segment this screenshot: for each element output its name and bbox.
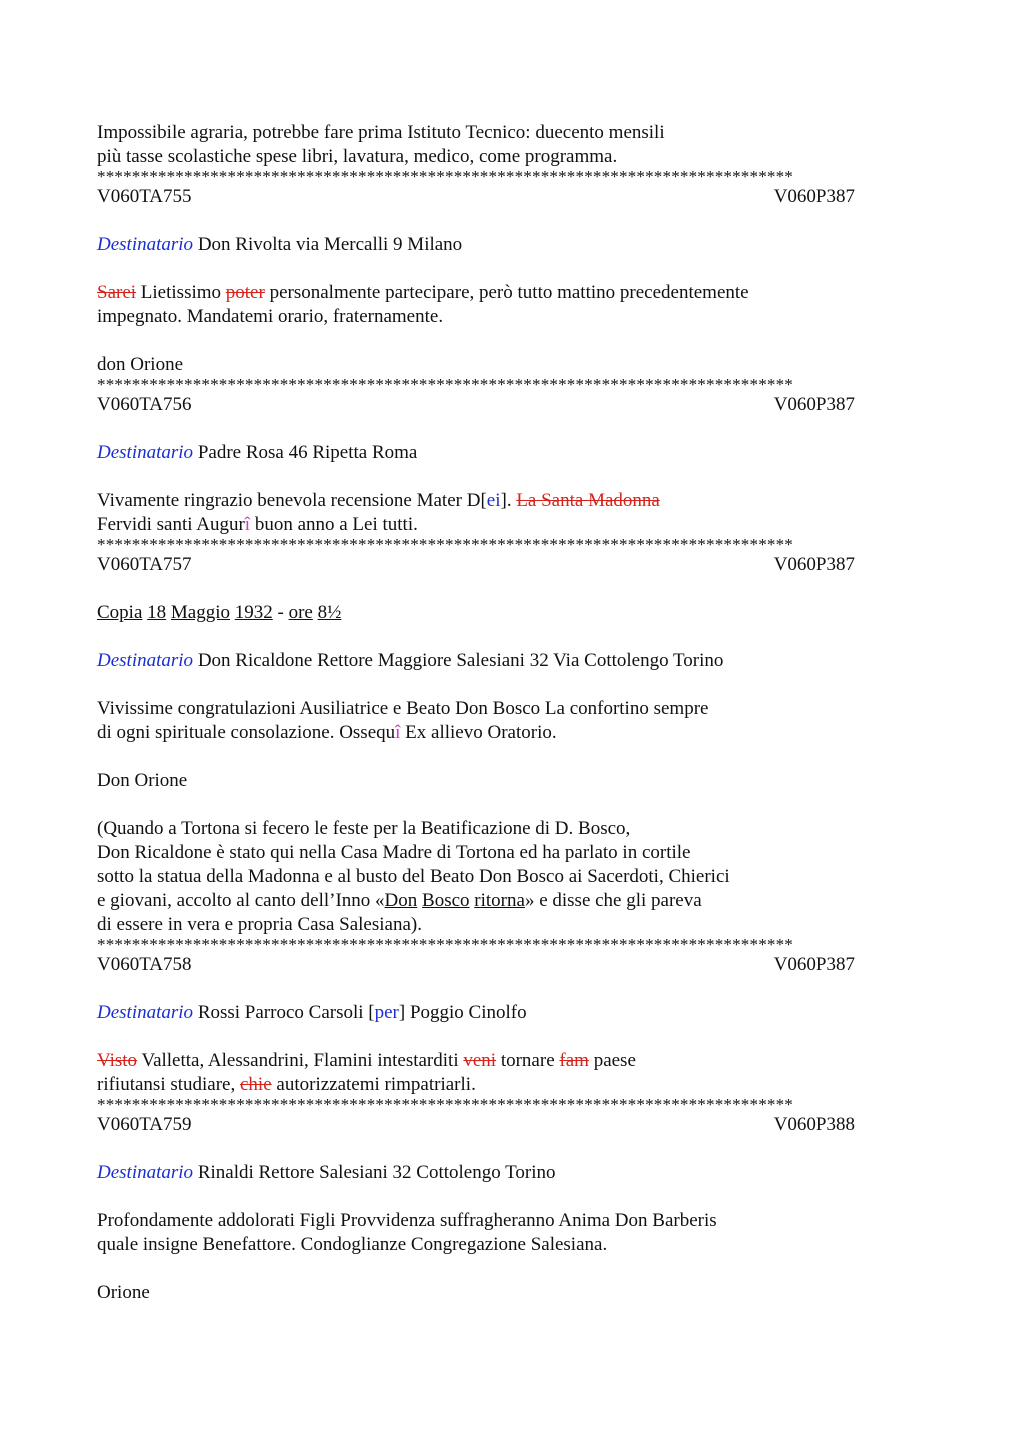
page-ref: V060P387: [773, 954, 855, 975]
note-line: e giovani, accolto al canto dell’Inno «Don Bosco ritorna» e disse che gli pareva: [97, 890, 702, 911]
note-line: sotto la statua della Madonna e al busto del Beato Don Bosco ai Sacerdoti, Chierici: [97, 866, 730, 887]
entry-id: V060TA755: [97, 186, 192, 207]
copy-date-line: Copia 18 Maggio 1932 - ore 8½: [97, 602, 342, 623]
entry-header: [97, 393, 855, 417]
inserted-text: per: [374, 1002, 399, 1023]
recipient-label: Destinatario: [97, 442, 194, 463]
message-line: Sarei Lietissimo poter personalmente partecipare, però tutto mattino precedentemente: [97, 282, 749, 303]
recipient-label: Destinatario: [97, 1002, 194, 1023]
separator: ********************************************************************************: [97, 169, 793, 185]
document-page: [97, 121, 927, 1305]
message-line: impegnato. Mandatemi orario, fraternamente.: [97, 306, 444, 327]
text-line: Impossibile agraria, potrebbe fare prima Istituto Tecnico: duecento mensili: [97, 122, 665, 143]
deleted-text: fam: [559, 1050, 589, 1071]
separator: ********************************************************************************: [97, 1097, 793, 1113]
message-line: quale insigne Benefattore. Condoglianze Congregazione Salesiana.: [97, 1234, 608, 1255]
separator: ********************************************************************************: [97, 937, 793, 953]
entry-header: [97, 953, 855, 977]
recipient: Rinaldi Rettore Salesiani 32 Cottolengo Torino: [197, 1162, 556, 1183]
page-ref: V060P387: [773, 554, 855, 575]
recipient-line: [97, 1161, 927, 1185]
entry-header: [97, 1113, 855, 1137]
text-line: più tasse scolastiche spese libri, lavatura, medico, come programma.: [97, 146, 618, 167]
recipient-label: Destinatario: [97, 1162, 194, 1183]
note-line: di essere in vera e propria Casa Salesiana).: [97, 914, 422, 935]
entry-header: [97, 185, 855, 209]
recipient-label: Destinatario: [97, 650, 194, 671]
message-line: Vivamente ringrazio benevola recensione Mater D[ei]. La Santa Madonna: [97, 490, 660, 511]
signature: Orione: [97, 1282, 150, 1303]
entry-id: V060TA758: [97, 954, 192, 975]
inserted-text: ei: [486, 490, 501, 511]
message-line: rifiutansi studiare, chie autorizzatemi rimpatriarli.: [97, 1074, 476, 1095]
entry-id: V060TA759: [97, 1114, 192, 1135]
message-line: di ogni spirituale consolazione. Ossequî Ex allievo Oratorio.: [97, 722, 557, 743]
signature: Don Orione: [97, 770, 188, 791]
recipient-line: [97, 233, 927, 257]
recipient-line: Destinatario Rossi Parroco Carsoli [per] Poggio Cinolfo: [97, 1002, 527, 1023]
accent-mark: î: [395, 722, 401, 743]
deleted-text: Sarei: [97, 282, 137, 303]
note-line: Don Ricaldone è stato qui nella Casa Madre di Tortona ed ha parlato in cortile: [97, 842, 691, 863]
page-ref: V060P387: [773, 394, 855, 415]
deleted-text: veni: [463, 1050, 497, 1071]
recipient-line: [97, 649, 927, 673]
accent-mark: î: [244, 514, 251, 535]
message-line: Fervidi santi Augurî buon anno a Lei tutti.: [97, 514, 418, 535]
recipient: Don Rivolta via Mercalli 9 Milano: [197, 234, 463, 255]
deleted-text: chie: [240, 1074, 272, 1095]
separator: ********************************************************************************: [97, 377, 793, 393]
note-line: (Quando a Tortona si fecero le feste per la Beatificazione di D. Bosco,: [97, 818, 631, 839]
recipient: Don Ricaldone Rettore Maggiore Salesiani 32 Via Cottolengo Torino: [197, 650, 724, 671]
deleted-text: La Santa Madonna: [516, 490, 660, 511]
recipient: Padre Rosa 46 Ripetta Roma: [197, 442, 418, 463]
page-ref: V060P387: [773, 186, 855, 207]
deleted-text: Visto: [97, 1050, 138, 1071]
message-line: Profondamente addolorati Figli Provvidenza suffragheranno Anima Don Barberis: [97, 1210, 717, 1231]
recipient-label: Destinatario: [97, 234, 194, 255]
entry-id: V060TA756: [97, 394, 192, 415]
deleted-text: poter: [225, 282, 265, 303]
entry-id: V060TA757: [97, 554, 192, 575]
separator: ********************************************************************************: [97, 537, 793, 553]
recipient-line: [97, 441, 927, 465]
message-line: Visto Valletta, Alessandrini, Flamini intestarditi veni tornare fam paese: [97, 1050, 636, 1071]
entry-header: [97, 553, 855, 577]
message-line: Vivissime congratulazioni Ausiliatrice e Beato Don Bosco La confortino sempre: [97, 698, 709, 719]
signature: don Orione: [97, 354, 184, 375]
page-ref: V060P388: [773, 1114, 855, 1135]
